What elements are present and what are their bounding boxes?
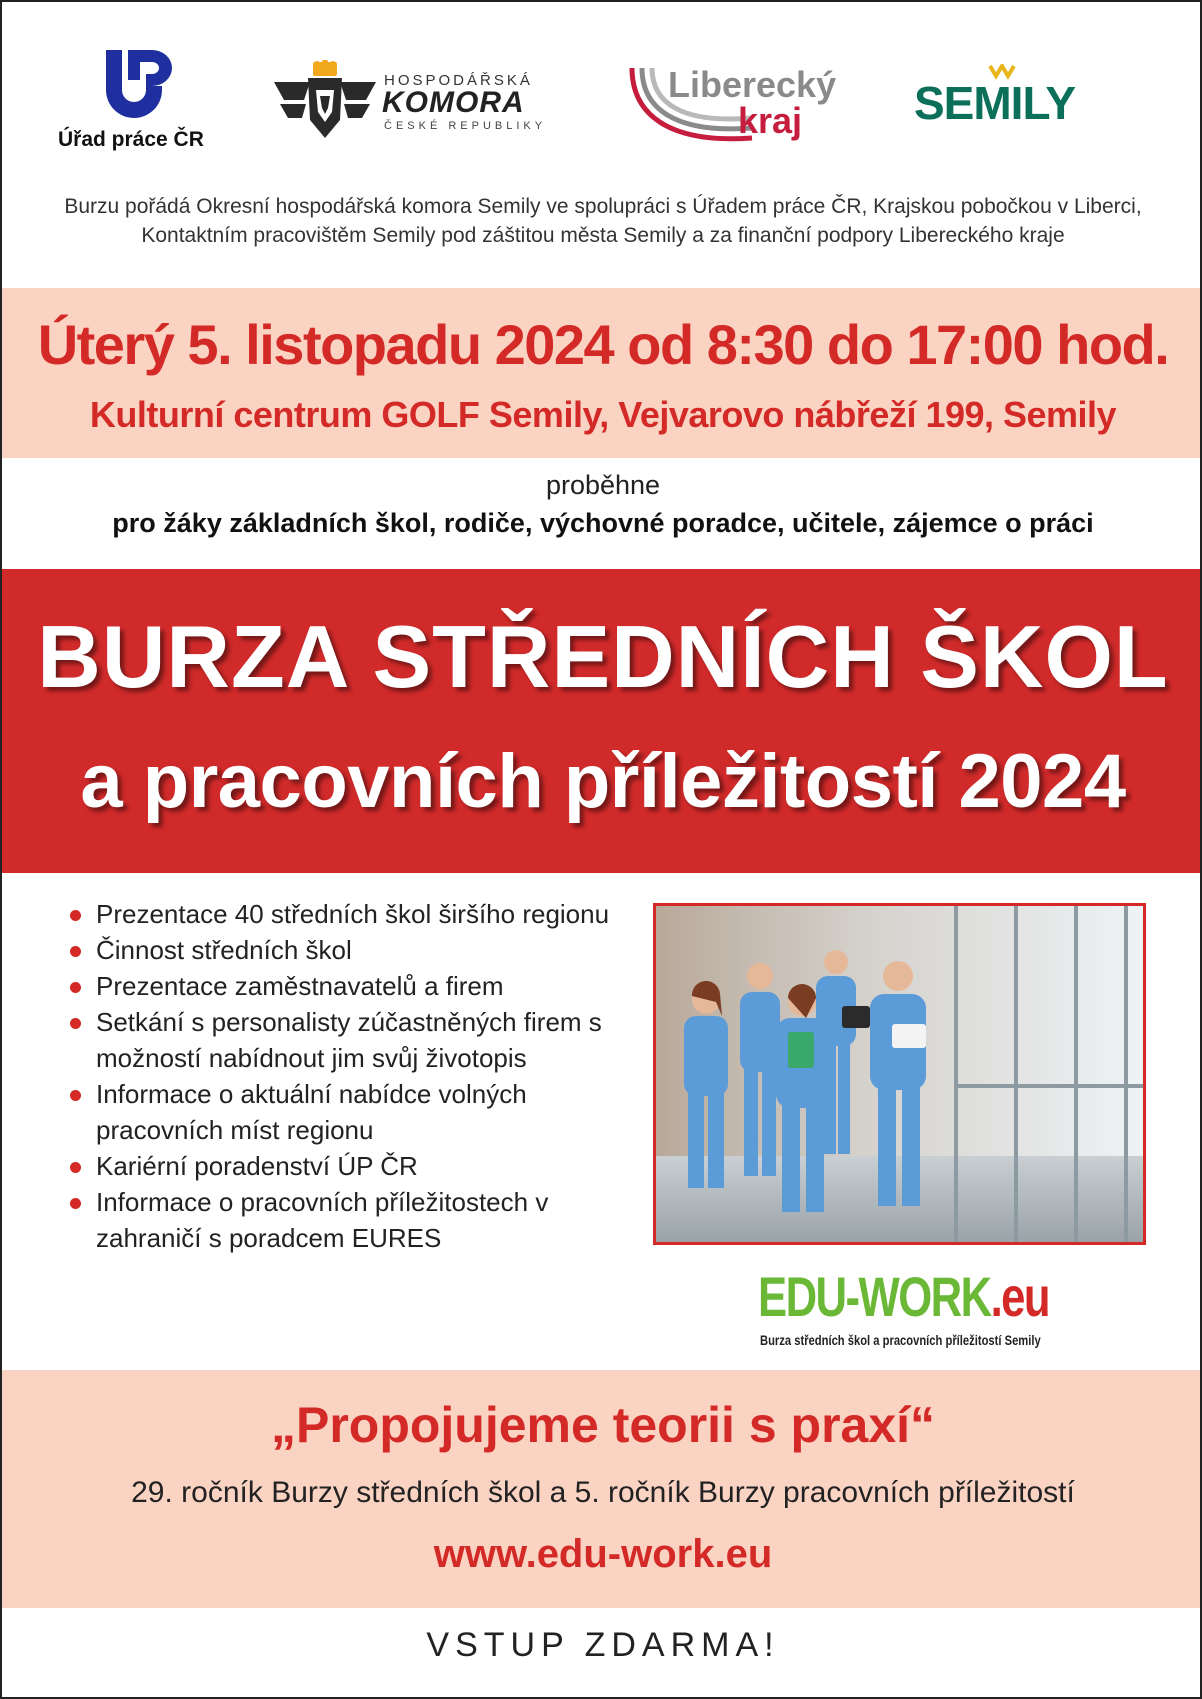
semily-wordmark: SEMILY	[914, 77, 1076, 129]
komora-line3: ČESKÉ REPUBLIKY	[384, 120, 547, 132]
feature-list	[68, 896, 648, 1256]
feature-item: Kariérní poradenství ÚP ČR	[68, 1148, 648, 1184]
liberecky-kraj-line2: kraj	[738, 100, 803, 141]
students-in-scrubs-illustration	[656, 906, 1143, 1242]
urad-prace-logo	[58, 46, 228, 156]
liberecky-kraj-line1: Liberecký	[668, 64, 837, 105]
feature-item: Informace o aktuální nabídce volných pracovních míst regionu	[68, 1076, 648, 1148]
audience-groups: pro žáky základních škol, rodiče, výchovné poradce, učitele, zájemce o práci	[112, 508, 1094, 538]
edu-work-subtitle: Burza středních škol a pracovních příležitostí Semily	[760, 1332, 1041, 1348]
hospodarska-komora-logo	[270, 60, 560, 142]
urad-prace-emblem-icon	[102, 46, 178, 122]
lion-crest-icon	[270, 60, 380, 142]
edu-work-suffix: .eu	[990, 1265, 1050, 1328]
main-title: BURZA STŘEDNÍCH ŠKOL	[37, 607, 1169, 706]
semily-logo	[914, 64, 1114, 134]
feature-item: Prezentace 40 středních škol širšího regionu	[68, 896, 648, 932]
urad-prace-caption: Úřad práce ČR	[58, 128, 204, 151]
main-subtitle: a pracovních příležitostí 2024	[80, 739, 1126, 824]
edition-text: 29. ročník Burzy středních škol a 5. ročník Burzy pracovních příležitostí	[131, 1476, 1075, 1509]
semily-chevron-icon	[988, 64, 1018, 84]
komora-line2: KOMORA	[382, 86, 525, 119]
feature-item: Setkání s personalisty zúčastněných firem s možností nabídnout jim svůj životopis	[68, 1004, 648, 1076]
audience-lead: proběhne	[545, 470, 661, 500]
event-place: Kulturní centrum GOLF Semily, Vejvarovo nábřeží 199, Semily	[89, 394, 1117, 435]
komora-line1: HOSPODÁŘSKÁ	[384, 72, 533, 89]
students-photo	[653, 903, 1146, 1245]
feature-item: Informace o pracovních příležitostech v zahraničí s poradcem EURES	[68, 1184, 648, 1256]
liberecky-kraj-logo	[628, 64, 848, 154]
event-date: Úterý 5. listopadu 2024 od 8:30 do 17:00 hod.	[37, 313, 1169, 376]
edu-work-main: EDU-WORK	[758, 1265, 991, 1328]
organizer-intro: Burzu pořádá Okresní hospodářská komora Semily ve spolupráci s Úřadem práce ČR, Krajskou pobočkou v Liberci, Kontaktním pracovištěm Semily pod záštitou města Semily a za finanční podpory Libereckého kraje	[64, 195, 1142, 247]
slogan: „Propojujeme teorii s praxí“	[270, 1397, 936, 1453]
edu-work-logo	[758, 1264, 1078, 1354]
edu-work-wordmark	[758, 1264, 1049, 1329]
feature-item: Prezentace zaměstnavatelů a firem	[68, 968, 648, 1004]
website-link[interactable]: www.edu-work.eu	[433, 1532, 773, 1576]
free-entry: VSTUP ZDARMA!	[426, 1626, 780, 1664]
feature-item: Činnost středních škol	[68, 932, 648, 968]
